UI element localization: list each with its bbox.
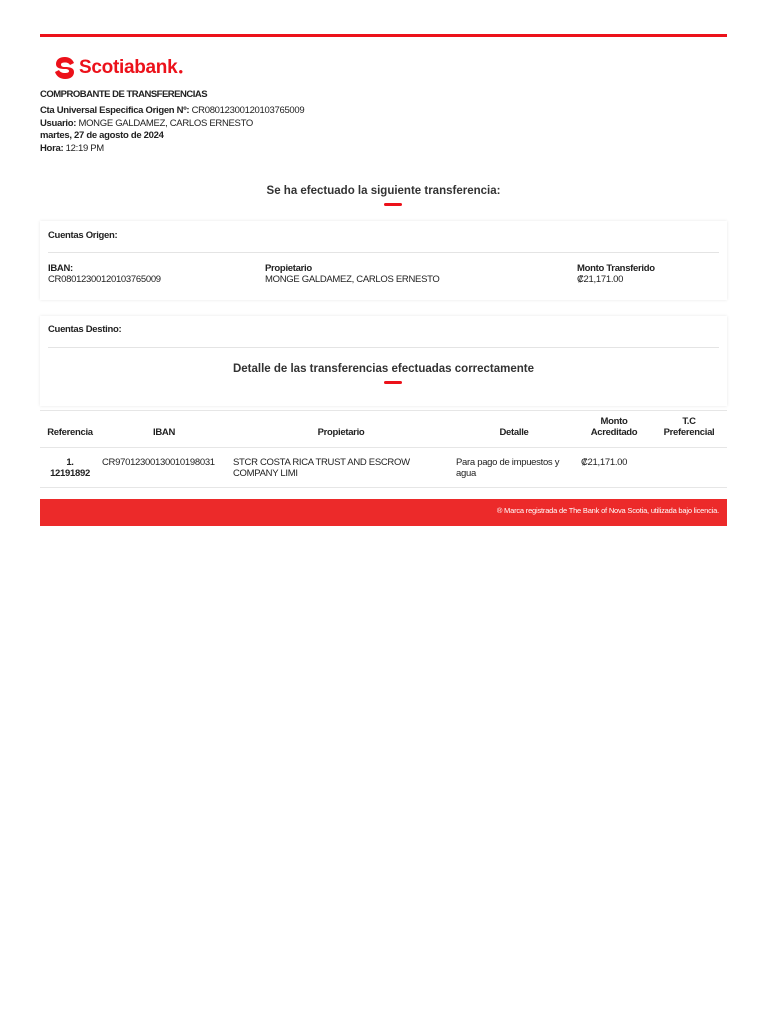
row-reference-number: 12191892: [50, 468, 90, 479]
origin-iban-field: [48, 263, 161, 285]
origin-accounts-box: [40, 221, 727, 300]
footer-bar: [40, 499, 727, 526]
row-propietario: STCR COSTA RICA TRUST AND ESCROW COMPANY LIMI: [233, 457, 410, 479]
footer-trademark-text: ® Marca registrada de The Bank of Nova Scotia, utilizada bajo licencia.: [496, 506, 719, 515]
brand-name: Scotiabank: [79, 57, 178, 78]
time-value: 12:19 PM: [65, 142, 104, 154]
origin-iban-value: CR08012300120103765009: [48, 274, 161, 285]
time-line: [40, 143, 304, 156]
header-tc-line1: T.C: [682, 416, 696, 427]
detail-heading: Detalle de las transferencias efectuadas correctamente: [232, 363, 535, 375]
transfers-table-header: [40, 410, 727, 448]
detail-underline: [384, 381, 402, 384]
origin-amount-label: Monto Transferido: [577, 263, 655, 274]
origin-owner-field: [265, 263, 440, 285]
scotiabank-logo: [54, 56, 183, 80]
brand-dot: ●: [178, 67, 184, 76]
header-referencia: Referencia: [47, 427, 93, 438]
origin-divider: [48, 252, 719, 253]
origin-amount-value: ₡21,171.00: [577, 274, 624, 285]
date-value: martes, 27 de agosto de 2024: [40, 130, 164, 141]
origin-owner-label: Propietario: [265, 263, 312, 274]
header-propietario: Propietario: [317, 427, 365, 438]
row-monto: ₡21,171.00: [581, 457, 628, 468]
account-value: CR08012300120103765009: [191, 105, 305, 116]
destination-accounts-box: [40, 316, 727, 406]
row-detalle: Para pago de impuestos y agua: [456, 457, 560, 479]
table-row: [40, 447, 727, 488]
origin-iban-label: IBAN:: [48, 263, 73, 274]
scotiabank-s-logo-icon: [54, 56, 76, 80]
top-red-rule: [40, 34, 727, 37]
row-iban: CR97012300130010198031: [102, 457, 215, 468]
user-label: Usuario:: [40, 117, 77, 129]
account-label: Cta Universal Especifica Origen Nº:: [40, 105, 190, 116]
header-tc-line2: Preferencial: [663, 427, 715, 438]
confirmation-underline: [384, 203, 402, 206]
header-monto: [577, 416, 651, 438]
user-line: [40, 118, 304, 131]
confirmation-heading: Se ha efectuado la siguiente transferencia:: [266, 185, 501, 197]
document-title: COMPROBANTE DE TRANSFERENCIAS: [40, 89, 208, 100]
row-index: 1.: [66, 457, 74, 468]
account-line: [40, 105, 304, 118]
header-monto-line1: Monto: [600, 416, 628, 427]
header-iban: IBAN: [152, 427, 176, 438]
user-value: MONGE GALDAMEZ, CARLOS ERNESTO: [78, 117, 254, 129]
destination-label: Cuentas Destino:: [48, 324, 122, 335]
origin-label: Cuentas Origen:: [48, 230, 118, 241]
row-referencia: [40, 457, 100, 479]
header-detalle: Detalle: [499, 427, 529, 438]
time-label: Hora:: [40, 142, 64, 154]
date-line: [40, 130, 304, 143]
document-meta: [40, 105, 304, 155]
destination-divider: [48, 347, 719, 348]
header-monto-line2: Acreditado: [590, 427, 638, 438]
origin-owner-value: MONGE GALDAMEZ, CARLOS ERNESTO: [265, 274, 440, 285]
header-tc: [654, 416, 724, 438]
origin-amount-field: [577, 263, 655, 285]
